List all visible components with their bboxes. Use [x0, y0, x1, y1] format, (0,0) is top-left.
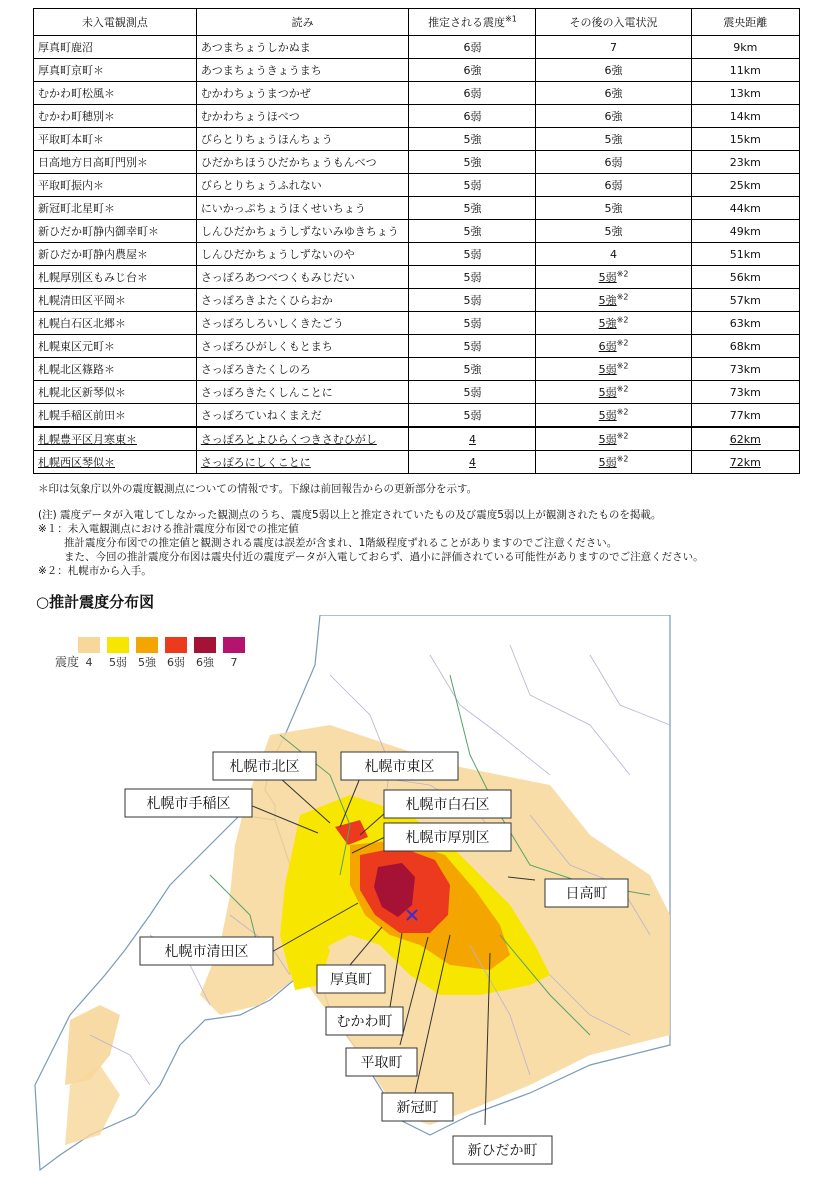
status-cell-text: 4: [610, 247, 618, 261]
table-body: [34, 36, 800, 474]
status-cell-text: 6弱: [598, 340, 617, 353]
map-label-text: 日高町: [565, 886, 608, 902]
estimated-cell-text: 5弱: [463, 271, 482, 284]
status-footnote: ※2: [616, 292, 629, 302]
status-cell: [536, 59, 691, 82]
legend-label: 5弱: [109, 656, 127, 669]
distance-cell-text: 23km: [729, 155, 761, 169]
legend-label: 7: [230, 656, 238, 669]
map-section-title: ○推計震度分布図: [36, 593, 155, 611]
estimated-cell: [409, 335, 536, 358]
reading-cell: [196, 451, 409, 474]
reading-cell-text: さっぽろきたくしんことに: [200, 386, 333, 399]
status-cell: [536, 151, 691, 174]
point-cell-text: 新ひだか町静内農屋＊: [38, 248, 148, 261]
map-label-text: 札幌市厚別区: [405, 830, 490, 846]
status-cell: [536, 381, 691, 404]
reading-cell-text: さっぽろにしくことに: [200, 456, 311, 469]
point-cell: [34, 82, 197, 105]
point-cell-text: 札幌西区琴似＊: [38, 456, 115, 469]
status-footnote: ※2: [616, 269, 629, 279]
reading-cell-text: さっぽろきよたくひらおか: [200, 294, 333, 307]
distance-cell-text: 73km: [729, 385, 761, 399]
table-row: [34, 266, 800, 289]
reading-cell: [196, 105, 409, 128]
legend-swatch: [194, 637, 216, 653]
estimated-cell-text: 6強: [463, 64, 482, 77]
point-cell: [34, 220, 197, 243]
distance-cell: [691, 174, 799, 197]
map-label-atsubetsu: [384, 823, 511, 851]
map-label-text: 札幌市白石区: [405, 797, 490, 813]
point-cell-text: 札幌豊平区月寒東＊: [38, 433, 137, 446]
reading-cell-text: しんひだかちょうしずないのや: [200, 248, 355, 261]
status-cell-text: 6強: [604, 110, 623, 123]
estimated-cell: [409, 289, 536, 312]
table-row: [34, 404, 800, 428]
reading-cell-text: さっぽろていねくまえだ: [200, 409, 322, 422]
status-cell: [536, 289, 691, 312]
status-cell: [536, 197, 691, 220]
distance-cell: [691, 312, 799, 335]
distance-cell: [691, 289, 799, 312]
table-header-row: [34, 9, 800, 36]
table-row: [34, 197, 800, 220]
map-label-shiroishi: [384, 790, 511, 818]
table-row: [34, 451, 800, 474]
estimated-cell: [409, 174, 536, 197]
status-cell-text: 5弱: [598, 363, 617, 376]
reading-cell: [196, 335, 409, 358]
point-cell-text: 札幌北区新琴似＊: [38, 386, 126, 399]
map-label-text: 札幌市北区: [229, 759, 300, 775]
distance-cell-text: 13km: [729, 86, 761, 100]
estimated-cell-text: 6弱: [463, 41, 482, 54]
notes: [38, 482, 704, 578]
status-cell-text: 6弱: [604, 156, 623, 169]
table-row: [34, 335, 800, 358]
point-cell: [34, 266, 197, 289]
table-row: [34, 151, 800, 174]
point-cell: [34, 151, 197, 174]
distance-cell-text: 49km: [729, 224, 761, 238]
table-row: [34, 174, 800, 197]
distance-cell-text: 44km: [729, 201, 761, 215]
estimated-cell: [409, 312, 536, 335]
point-cell-text: 札幌清田区平岡＊: [38, 294, 126, 307]
estimated-cell-text: 5弱: [463, 248, 482, 261]
note-asterisk: ＊印は気象庁以外の震度観測点についての情報です。下線は前回報告からの更新部分を示す。: [38, 483, 478, 495]
legend-label: 5強: [138, 656, 156, 669]
reading-cell: [196, 381, 409, 404]
note-1-detail-2: また、今回の推計震度分布図は震央付近の震度データが入電しておらず、過小に評価されている可能性がありますのでご注意ください。: [64, 551, 704, 563]
status-cell-text: 7: [610, 40, 618, 54]
point-cell: [34, 381, 197, 404]
status-cell: [536, 358, 691, 381]
point-cell-text: 厚真町鹿沼: [38, 41, 93, 54]
intensity-map: [30, 615, 675, 1175]
reading-cell: [196, 151, 409, 174]
table-row: [34, 59, 800, 82]
reading-cell-text: さっぽろしろいしくきたごう: [200, 317, 344, 330]
map-label-text: 平取町: [360, 1055, 403, 1071]
reading-cell: [196, 36, 409, 59]
map-label-mukawa: [326, 1007, 403, 1035]
header-point: 未入電観測点: [34, 9, 197, 36]
reading-cell-text: さっぽろあつべつくもみじだい: [200, 271, 355, 284]
reading-cell: [196, 220, 409, 243]
estimated-cell: [409, 451, 536, 474]
legend-swatch: [107, 637, 129, 653]
reading-cell-text: びらとりちょうほんちょう: [200, 133, 333, 146]
map-label-text: 札幌市手稲区: [146, 796, 231, 812]
estimated-cell: [409, 243, 536, 266]
status-footnote: ※2: [616, 407, 629, 417]
estimated-cell: [409, 266, 536, 289]
reading-cell: [196, 404, 409, 428]
status-cell: [536, 36, 691, 59]
point-cell-text: 札幌東区元町＊: [38, 340, 115, 353]
distance-cell: [691, 404, 799, 428]
reading-cell-text: にいかっぷちょうほくせいちょう: [200, 202, 366, 215]
status-cell: [536, 105, 691, 128]
point-cell-text: 札幌北区篠路＊: [38, 363, 115, 376]
status-cell-text: 5強: [604, 133, 623, 146]
estimated-cell: [409, 82, 536, 105]
status-cell-text: 5弱: [598, 409, 617, 422]
reading-cell: [196, 358, 409, 381]
distance-cell: [691, 335, 799, 358]
distance-cell-text: 77km: [729, 408, 761, 422]
distance-cell: [691, 128, 799, 151]
estimated-cell: [409, 381, 536, 404]
point-cell: [34, 197, 197, 220]
header-distance: 震央距離: [691, 9, 799, 36]
distance-cell: [691, 266, 799, 289]
status-cell: [536, 335, 691, 358]
table-row: [34, 36, 800, 59]
map-label-kiyota: [140, 937, 273, 965]
status-cell-text: 6強: [604, 87, 623, 100]
table-row: [34, 381, 800, 404]
point-cell: [34, 243, 197, 266]
reading-cell-text: さっぽろきたくしのろ: [200, 363, 311, 376]
status-cell-text: 6弱: [604, 179, 623, 192]
status-cell-text: 5弱: [598, 433, 617, 446]
note-1: ※１：未入電観測点における推計震度分布図での推定値: [38, 523, 299, 535]
point-cell-text: むかわ町松風＊: [38, 87, 115, 100]
point-cell-text: 新冠町北星町＊: [38, 202, 115, 215]
status-cell-text: 5強: [598, 294, 617, 307]
distance-cell: [691, 151, 799, 174]
reading-cell: [196, 312, 409, 335]
status-cell-text: 5弱: [598, 456, 617, 469]
point-cell-text: 新ひだか町静内御幸町＊: [38, 225, 159, 238]
table-row: [34, 243, 800, 266]
point-cell: [34, 358, 197, 381]
reading-cell-text: さっぽろひがしくもとまち: [200, 340, 333, 353]
status-cell: [536, 82, 691, 105]
legend-swatch: [165, 637, 187, 653]
map-label-biratori: [346, 1048, 417, 1076]
point-cell-text: 平取町振内＊: [38, 179, 104, 192]
reading-cell: [196, 174, 409, 197]
legend-swatch: [136, 637, 158, 653]
status-cell-text: 6強: [604, 64, 623, 77]
reading-cell: [196, 243, 409, 266]
status-cell: [536, 451, 691, 474]
status-cell: [536, 220, 691, 243]
point-cell-text: 札幌白石区北郷＊: [38, 317, 126, 330]
status-cell: [536, 427, 691, 451]
estimated-cell-text: 5強: [463, 363, 482, 376]
reading-cell-text: ひだかちほうひだかちょうもんべつ: [200, 156, 377, 169]
status-footnote: ※2: [616, 431, 629, 441]
map-label-hidaka: [545, 879, 628, 907]
status-cell-text: 5強: [604, 202, 623, 215]
legend-swatch: [78, 637, 100, 653]
distance-cell-text: 11km: [729, 63, 761, 77]
estimated-cell: [409, 128, 536, 151]
point-cell: [34, 404, 197, 428]
table-row: [34, 289, 800, 312]
table-row: [34, 128, 800, 151]
estimated-cell: [409, 36, 536, 59]
status-cell: [536, 128, 691, 151]
status-footnote: ※2: [616, 338, 629, 348]
distance-cell-text: 57km: [729, 293, 761, 307]
estimated-cell-text: 5弱: [463, 317, 482, 330]
estimated-cell-text: 5弱: [463, 409, 482, 422]
estimated-cell-text: 5強: [463, 225, 482, 238]
distance-cell: [691, 358, 799, 381]
point-cell: [34, 128, 197, 151]
status-footnote: ※2: [616, 361, 629, 371]
reading-cell-text: びらとりちょうふれない: [200, 179, 322, 192]
estimated-cell-text: 6弱: [463, 110, 482, 123]
reading-cell-text: あつまちょうきょうまち: [200, 64, 322, 77]
map-label-higashi: [341, 752, 458, 780]
distance-cell: [691, 451, 799, 474]
estimated-cell: [409, 220, 536, 243]
status-cell: [536, 404, 691, 428]
reading-cell-text: しんひだかちょうしずないみゆきちょう: [200, 225, 399, 238]
distance-cell: [691, 82, 799, 105]
point-cell: [34, 59, 197, 82]
reading-cell-text: さっぽろとよひらくつきさむひがし: [200, 433, 377, 446]
point-cell-text: 平取町本町＊: [38, 133, 104, 146]
status-cell-text: 5強: [604, 225, 623, 238]
legend-label: 4: [85, 656, 93, 669]
map-label-text: 新ひだか町: [467, 1143, 538, 1159]
estimated-cell: [409, 105, 536, 128]
distance-cell-text: 62km: [729, 432, 761, 446]
distance-cell-text: 25km: [729, 178, 761, 192]
distance-cell-text: 9km: [733, 40, 758, 54]
point-cell-text: 札幌手稲区前田＊: [38, 409, 126, 422]
note-main: (注) 震度データが入電してしなかった観測点のうち、震度5弱以上と推定されていたもの及び震度5弱以上が観測されたものを掲載。: [38, 509, 662, 521]
distance-cell: [691, 220, 799, 243]
point-cell-text: 日高地方日高町門別＊: [38, 156, 148, 169]
point-cell-text: むかわ町穂別＊: [38, 110, 115, 123]
map-label-teine: [125, 789, 252, 817]
reading-cell: [196, 197, 409, 220]
distance-cell: [691, 36, 799, 59]
status-cell: [536, 266, 691, 289]
observation-table: [33, 8, 800, 474]
distance-cell-text: 15km: [729, 132, 761, 146]
estimated-cell-text: 5強: [463, 156, 482, 169]
distance-cell-text: 68km: [729, 339, 761, 353]
estimated-cell-text: 5弱: [463, 179, 482, 192]
map-label-atsuma: [317, 965, 385, 993]
distance-cell-text: 63km: [729, 316, 761, 330]
reading-cell: [196, 266, 409, 289]
distance-cell: [691, 105, 799, 128]
distance-cell: [691, 427, 799, 451]
status-cell: [536, 174, 691, 197]
reading-cell: [196, 82, 409, 105]
estimated-cell: [409, 151, 536, 174]
map-label-niikappu: [382, 1093, 453, 1121]
estimated-cell: [409, 358, 536, 381]
distance-cell-text: 51km: [729, 247, 761, 261]
estimated-cell-text: 5弱: [463, 294, 482, 307]
status-cell: [536, 243, 691, 266]
estimated-cell: [409, 197, 536, 220]
status-footnote: ※2: [616, 454, 629, 464]
estimated-cell-text: 6弱: [463, 87, 482, 100]
point-cell: [34, 312, 197, 335]
estimated-cell-text: 5弱: [463, 386, 482, 399]
point-cell: [34, 335, 197, 358]
distance-cell: [691, 197, 799, 220]
map-label-text: 札幌市東区: [364, 759, 435, 775]
reading-cell: [196, 289, 409, 312]
header-status: その後の入電状況: [536, 9, 691, 36]
header-estimated: 推定される震度$^{※1}$: [409, 9, 536, 36]
legend-swatch: [223, 637, 245, 653]
point-cell-text: 札幌厚別区もみじ台＊: [38, 271, 148, 284]
note-2: ※２：札幌市から入手。: [38, 565, 152, 577]
table-row: [34, 220, 800, 243]
reading-cell-text: むかわちょうまつかぜ: [200, 87, 311, 100]
map-label-shinhidaka: [453, 1136, 552, 1164]
distance-cell-text: 14km: [729, 109, 761, 123]
map-label-text: むかわ町: [336, 1014, 393, 1030]
distance-cell-text: 56km: [729, 270, 761, 284]
status-cell: [536, 312, 691, 335]
reading-cell-text: むかわちょうほべつ: [200, 110, 300, 123]
point-cell: [34, 174, 197, 197]
status-cell-text: 5弱: [598, 386, 617, 399]
distance-cell-text: 72km: [729, 455, 761, 469]
estimated-cell-text: 5弱: [463, 340, 482, 353]
map-label-text: 厚真町: [330, 972, 372, 988]
distance-cell: [691, 59, 799, 82]
table-row: [34, 105, 800, 128]
map-label-kita: [213, 752, 316, 780]
estimated-cell: [409, 404, 536, 428]
status-footnote: ※2: [616, 315, 629, 325]
point-cell: [34, 36, 197, 59]
legend-label: 6強: [196, 656, 214, 669]
distance-cell-text: 73km: [729, 362, 761, 376]
legend-title: 震度: [55, 655, 80, 669]
distance-cell: [691, 243, 799, 266]
reading-cell-text: あつまちょうしかぬま: [200, 41, 311, 54]
reading-cell: [196, 128, 409, 151]
legend-label: 6弱: [167, 656, 185, 669]
estimated-cell-text: 5強: [463, 202, 482, 215]
note-1-detail: 推計震度分布図での推定値と観測される震度は誤差が含まれ、1階級程度ずれることがありますのでご注意ください。: [64, 537, 618, 549]
point-cell: [34, 289, 197, 312]
map-label-text: 札幌市清田区: [164, 944, 249, 960]
table-row: [34, 312, 800, 335]
status-cell-text: 5強: [598, 317, 617, 330]
status-cell-text: 5弱: [598, 271, 617, 284]
reading-cell: [196, 427, 409, 451]
table-row: [34, 427, 800, 451]
table-row: [34, 82, 800, 105]
estimated-cell-text: 4: [468, 432, 476, 446]
point-cell-text: 厚真町京町＊: [38, 64, 104, 77]
header-reading: 読み: [196, 9, 409, 36]
distance-cell: [691, 381, 799, 404]
estimated-cell: [409, 427, 536, 451]
point-cell: [34, 427, 197, 451]
estimated-cell-text: 5強: [463, 133, 482, 146]
table-row: [34, 358, 800, 381]
estimated-cell: [409, 59, 536, 82]
map-label-text: 新冠町: [396, 1100, 439, 1116]
reading-cell: [196, 59, 409, 82]
point-cell: [34, 105, 197, 128]
status-footnote: ※2: [616, 384, 629, 394]
estimated-cell-text: 4: [468, 455, 476, 469]
point-cell: [34, 451, 197, 474]
